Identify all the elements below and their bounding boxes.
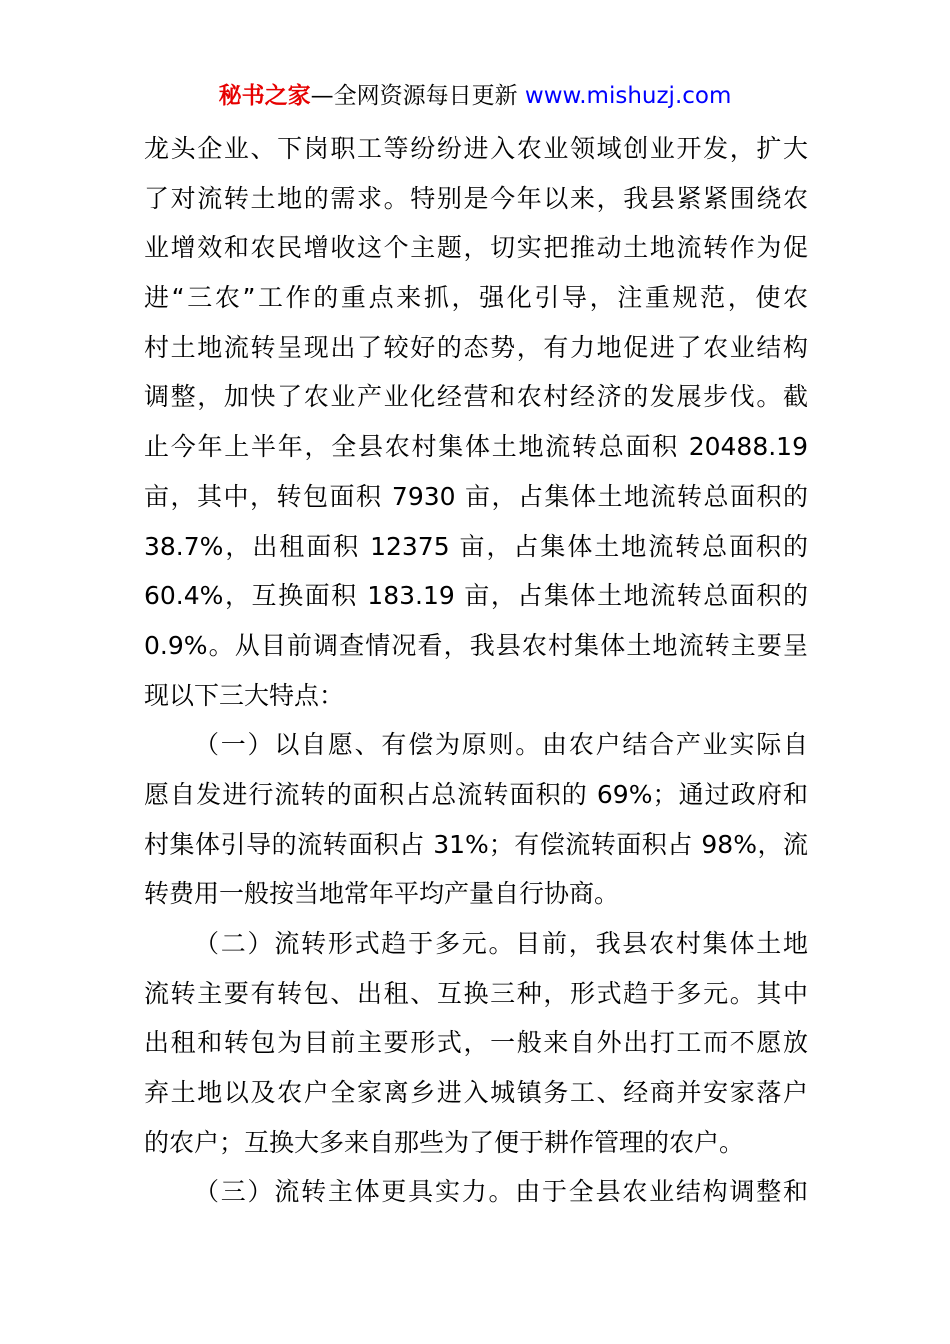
text-line: 亩，其中，转包面积 7930 亩，占集体土地流转总面积的 (144, 481, 808, 511)
text-line: 现以下三大特点： (144, 680, 345, 710)
text-line: 村土地流转呈现出了较好的态势，有力地促进了农业结构 (144, 332, 808, 362)
page-header (0, 78, 950, 114)
header-tagline: —全网资源每日更新 (310, 83, 525, 109)
text-line: 60.4%，互换面积 183.19 亩，占集体土地流转总面积的 (144, 581, 808, 611)
text-line: 转费用一般按当地常年平均产量自行协商。 (144, 879, 620, 909)
text-line: 调整，加快了农业产业化经营和农村经济的发展步伐。截 (144, 382, 808, 412)
section-heading-line: （一）以自愿、有偿为原则。由农户结合产业实际自 (194, 730, 808, 760)
section-heading-line: （三）流转主体更具实力。由于全县农业结构调整和 (194, 1177, 808, 1207)
text-line: 村集体引导的流转面积占 31%；有偿流转面积占 98%，流 (144, 829, 808, 859)
section-heading-line: （二）流转形式趋于多元。目前，我县农村集体土地 (194, 929, 808, 958)
text-line: 0.9%。从目前调查情况看，我县农村集体土地流转主要呈 (144, 630, 808, 660)
text-line: 弃土地以及农户全家离乡进入城镇务工、经商并安家落户 (144, 1078, 808, 1108)
text-line: 愿自发进行流转的面积占总流转面积的 69%；通过政府和 (144, 779, 808, 809)
text-line: 业增效和农民增收这个主题，切实把推动土地流转作为促 (144, 233, 808, 263)
text-line: 进“三农”工作的重点来抓，强化引导，注重规范，使农 (144, 283, 808, 313)
text-line: 止今年上半年，全县农村集体土地流转总面积 20488.19 (144, 432, 808, 462)
brand-name: 秘书之家 (218, 83, 311, 109)
text-line: 出租和转包为目前主要形式，一般来自外出打工而不愿放 (144, 1028, 808, 1058)
text-line: 了对流转土地的需求。特别是今年以来，我县紧紧围绕农 (144, 183, 808, 213)
text-line: 流转主要有转包、出租、互换三种，形式趋于多元。其中 (144, 978, 808, 1008)
text-line: 38.7%，出租面积 12375 亩，占集体土地流转总面积的 (144, 531, 808, 561)
document-body (144, 124, 808, 1217)
text-line: 的农户；互换大多来自那些为了便于耕作管理的农户。 (144, 1127, 745, 1157)
site-url-link[interactable]: www.mishuzj.com (524, 83, 732, 109)
text-line: 龙头企业、下岗职工等纷纷进入农业领域创业开发，扩大 (144, 134, 808, 163)
